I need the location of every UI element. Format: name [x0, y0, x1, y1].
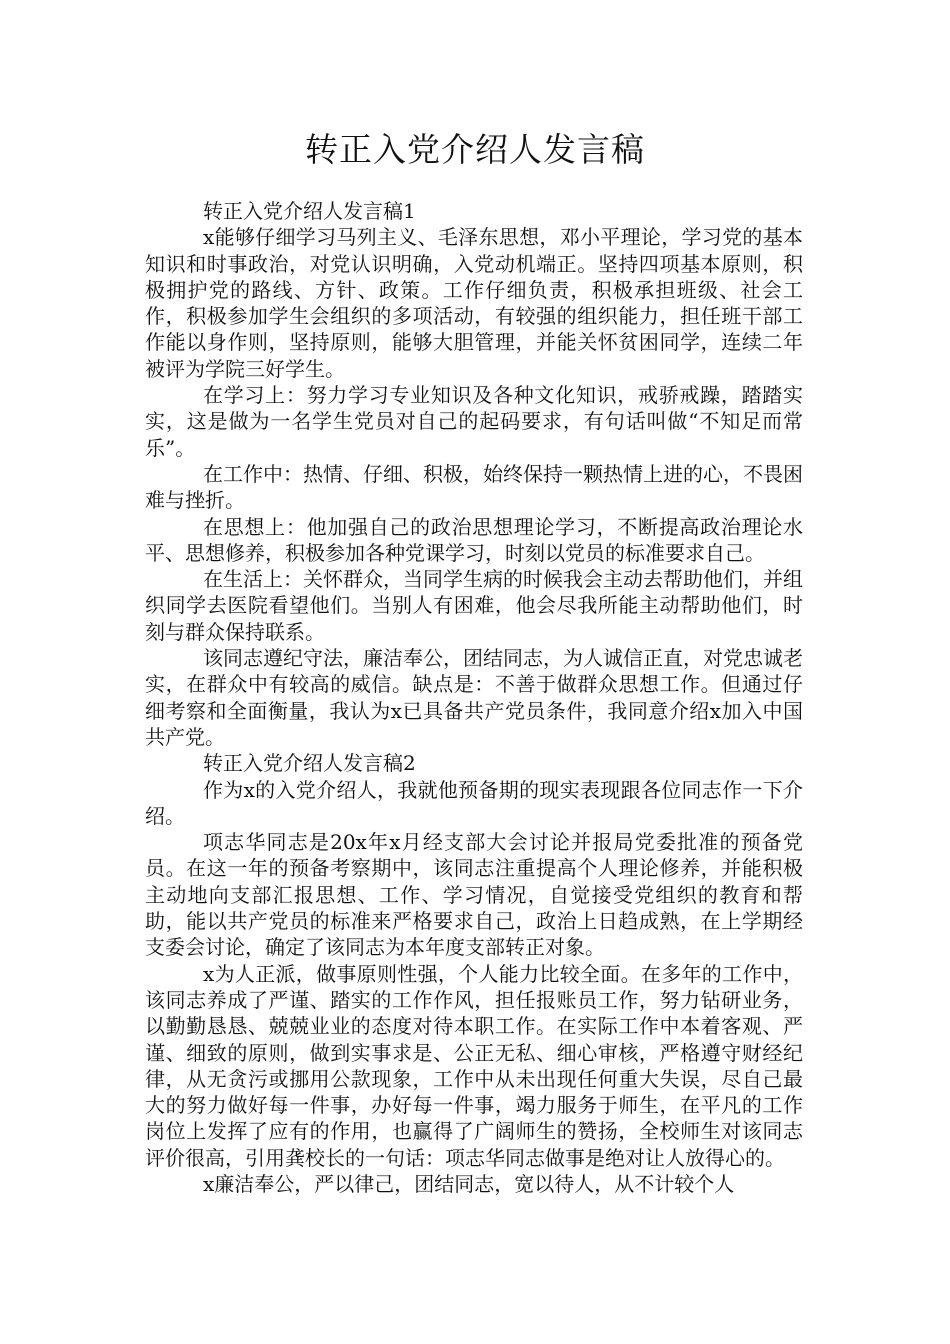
paragraph: x为人正派，做事原则性强，个人能力比较全面。在多年的工作中，该同志养成了严谨、踏实的工作作风，担任报账员工作，努力钻研业务，以勤勤恳恳、兢兢业业的态度对待本职工作。在实际工作中本着客观、严谨、细致的原则，做到实事求是、公正无私、细心审核，严格遵守财经纪律，从无贪污或挪用公款现象，工作中从未出现任何重大失误，尽自己最大的努力做好每一件事，办好每一件事，竭力服务于师生，在平凡的工作岗位上发挥了应有的作用，也赢得了广阔师生的赞扬，全校师生对该同志评价很高，引用龚校长的一句话：项志华同志做事是绝对让人放得心的。	[145, 961, 803, 1170]
paragraph: x能够仔细学习马列主义、毛泽东思想，邓小平理论，学习党的基本知识和时事政治，对党认识明确，入党动机端正。坚持四项基本原则，积极拥护党的路线、方针、政策。工作仔细负责，积极承担班级、社会工作，积极参加学生会组织的多项活动，有较强的组织能力，担任班干部工作能以身作则，坚持原则，能够大胆管理，并能关怀贫困同学，连续二年被评为学院三好学生。	[145, 225, 803, 381]
paragraph: 作为x的入党介绍人，我就他预备期的现实表现跟各位同志作一下介绍。	[145, 777, 803, 828]
document-title: 转正入党介绍人发言稿	[305, 130, 645, 169]
paragraph: 在学习上：努力学习专业知识及各种文化知识，戒骄戒躁，踏踏实实，这是做为一名学生党员对自己的起码要求，有句话叫做“不知足而常乐”。	[145, 383, 803, 460]
section-heading-1: 转正入党介绍人发言稿1	[203, 199, 416, 223]
paragraph: x廉洁奉公，严以律己，团结同志，宽以待人，从不计较个人	[203, 1171, 735, 1196]
paragraph: 在思想上：他加强自己的政治思想理论学习，不断提高政治理论水平、思想修养，积极参加各种党课学习，时刻以党员的标准要求自己。	[145, 514, 803, 565]
document-body	[145, 198, 803, 1197]
paragraph: 该同志遵纪守法，廉洁奉公，团结同志，为人诚信正直，对党忠诚老实，在群众中有较高的威信。缺点是：不善于做群众思想工作。但通过仔细考察和全面衡量，我认为x已具备共产党员条件，我同意介绍x加入中国共产党。	[145, 646, 803, 749]
paragraph: 在工作中：热情、仔细、积极，始终保持一颗热情上进的心，不畏困难与挫折。	[145, 461, 803, 513]
paragraph: 项志华同志是20x年x月经支部大会讨论并报局党委批准的预备党员。在这一年的预备考察期中，该同志注重提高个人理论修养，并能积极主动地向支部汇报思想、工作、学习情况，自觉接受党组织的教育和帮助，能以共产党员的标准来严格要求自己，政治上日趋成熟，在上学期经支委会讨论，确定了该同志为本年度支部转正对象。	[145, 830, 803, 960]
section-heading-2: 转正入党介绍人发言稿2	[203, 751, 416, 776]
paragraph: 在生活上：关怀群众，当同学生病的时候我会主动去帮助他们，并组织同学去医院看望他们。当别人有困难，他会尽我所能主动帮助他们，时刻与群众保持联系。	[145, 567, 803, 644]
